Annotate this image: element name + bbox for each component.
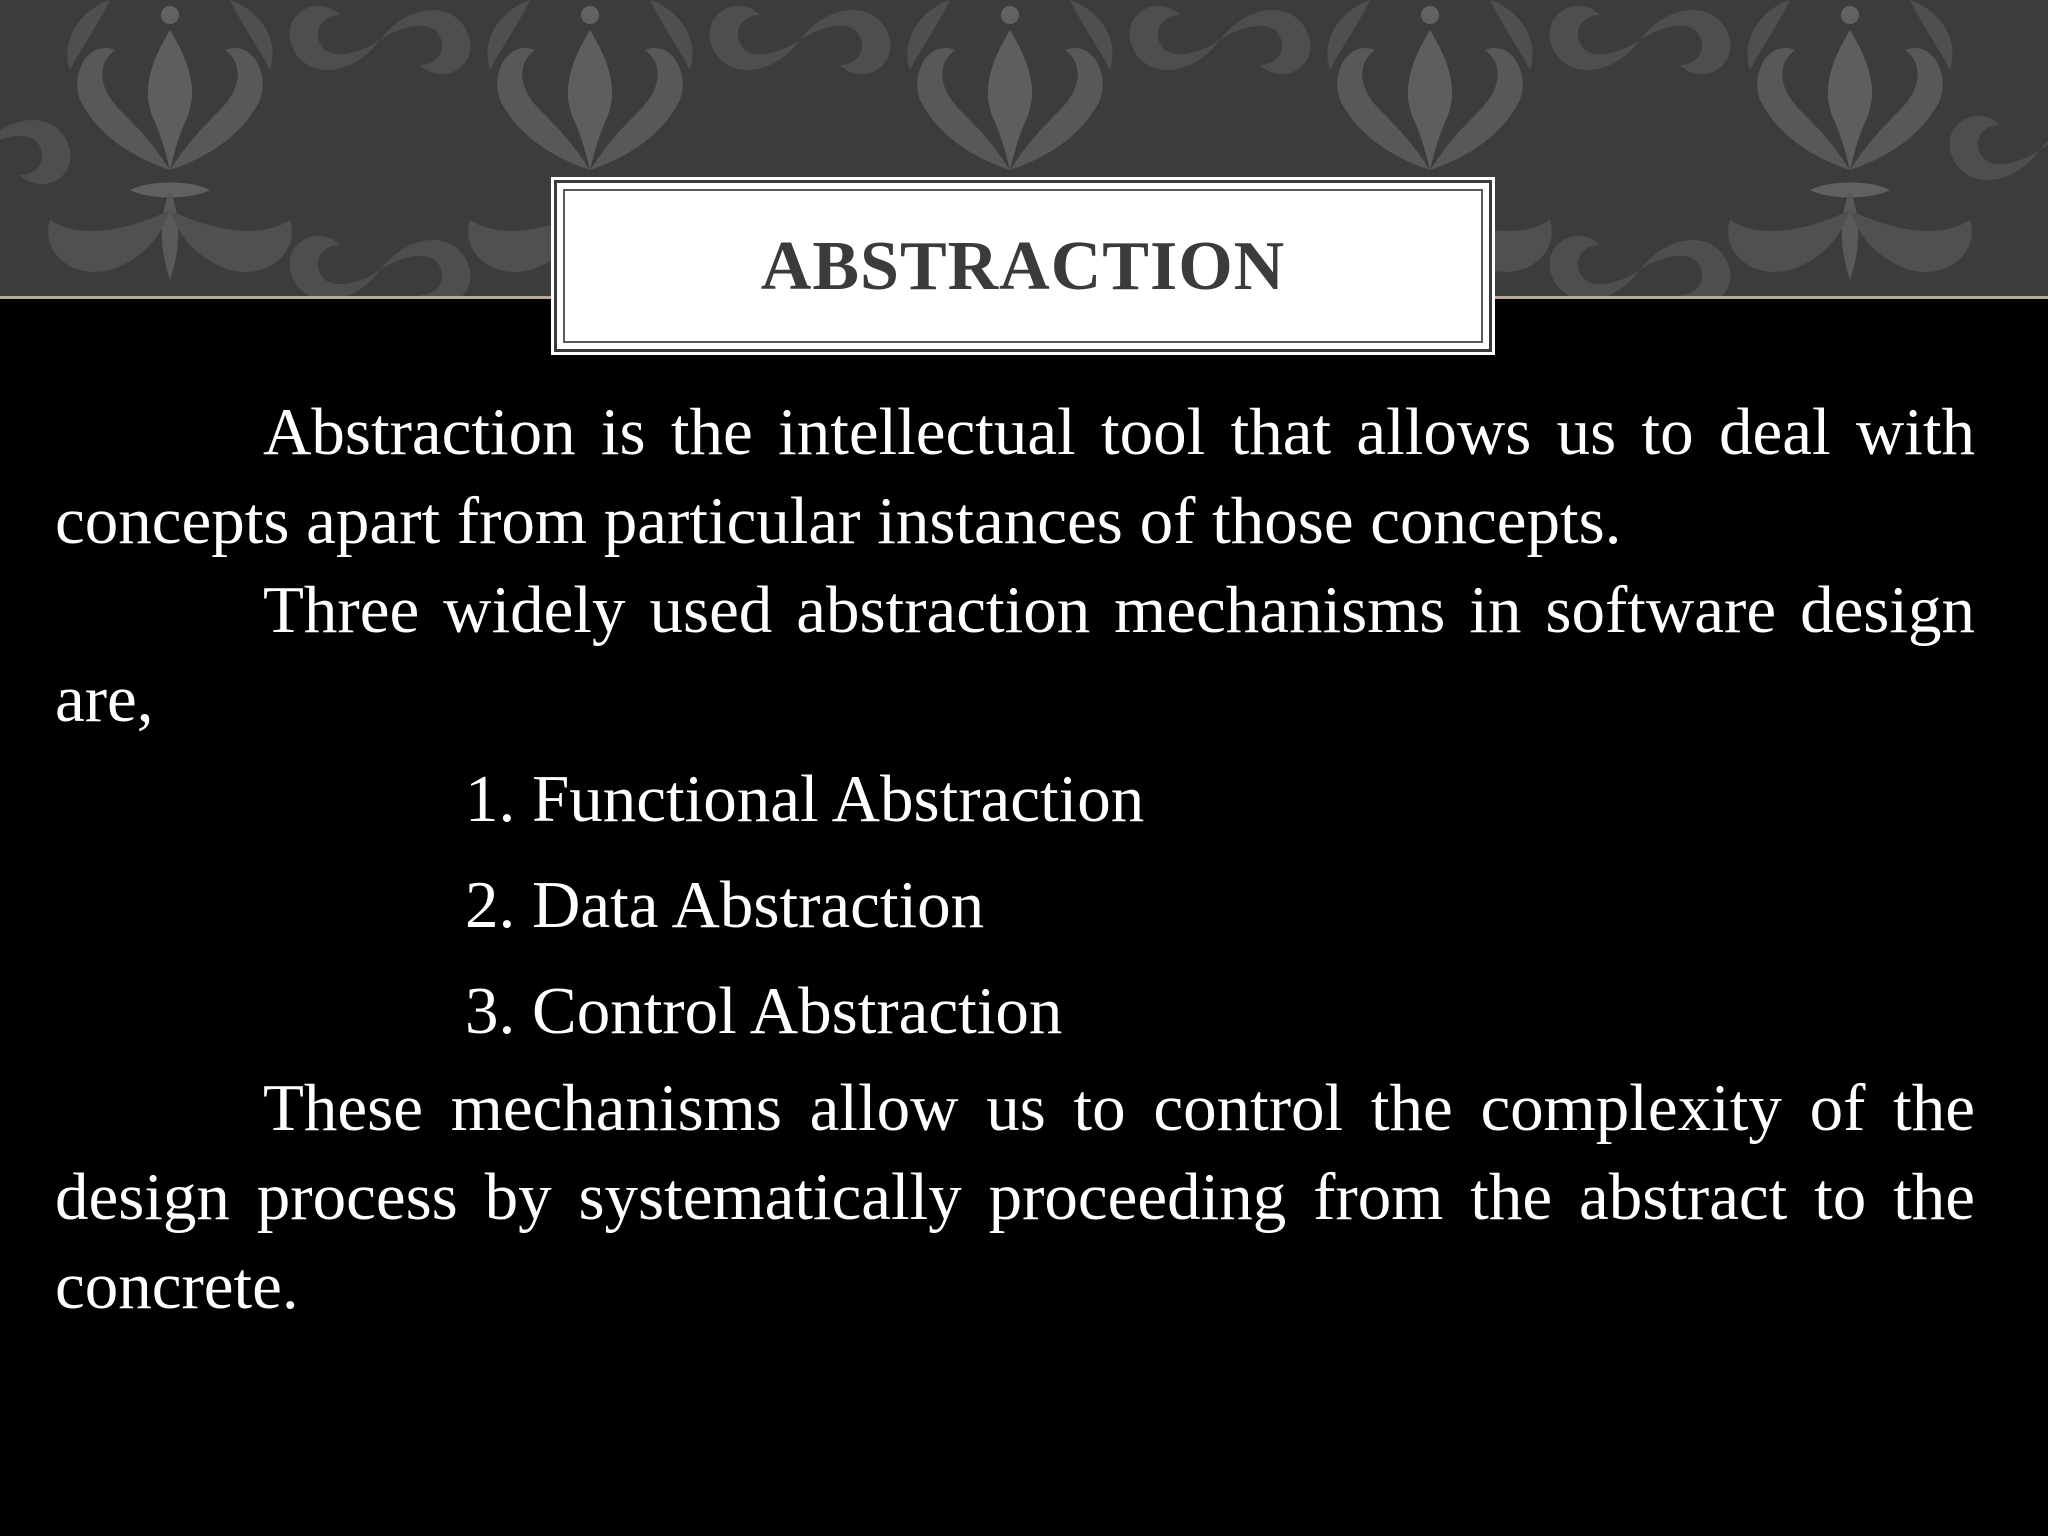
conclusion-paragraph: These mechanisms allow us to control the complexity of the design process by systematically proceeding from the abstract to the concrete. xyxy=(55,1071,1975,1323)
list-item-functional: 1. Functional Abstraction xyxy=(465,762,1145,836)
list-item-data: 2. Data Abstraction xyxy=(465,868,985,942)
slide-body xyxy=(55,388,1975,1331)
mechanisms-list xyxy=(55,746,1975,1064)
list-item-control: 3. Control Abstraction xyxy=(465,974,1063,1048)
intro-paragraph: Abstraction is the intellectual tool that allows us to deal with concepts apart from particular instances of those concepts. xyxy=(55,395,1975,558)
title-box xyxy=(554,180,1492,352)
slide-title: ABSTRACTION xyxy=(760,228,1286,305)
title-frame xyxy=(563,189,1483,343)
mechanisms-lead-paragraph: Three widely used abstraction mechanisms in software design are, xyxy=(55,573,1975,736)
